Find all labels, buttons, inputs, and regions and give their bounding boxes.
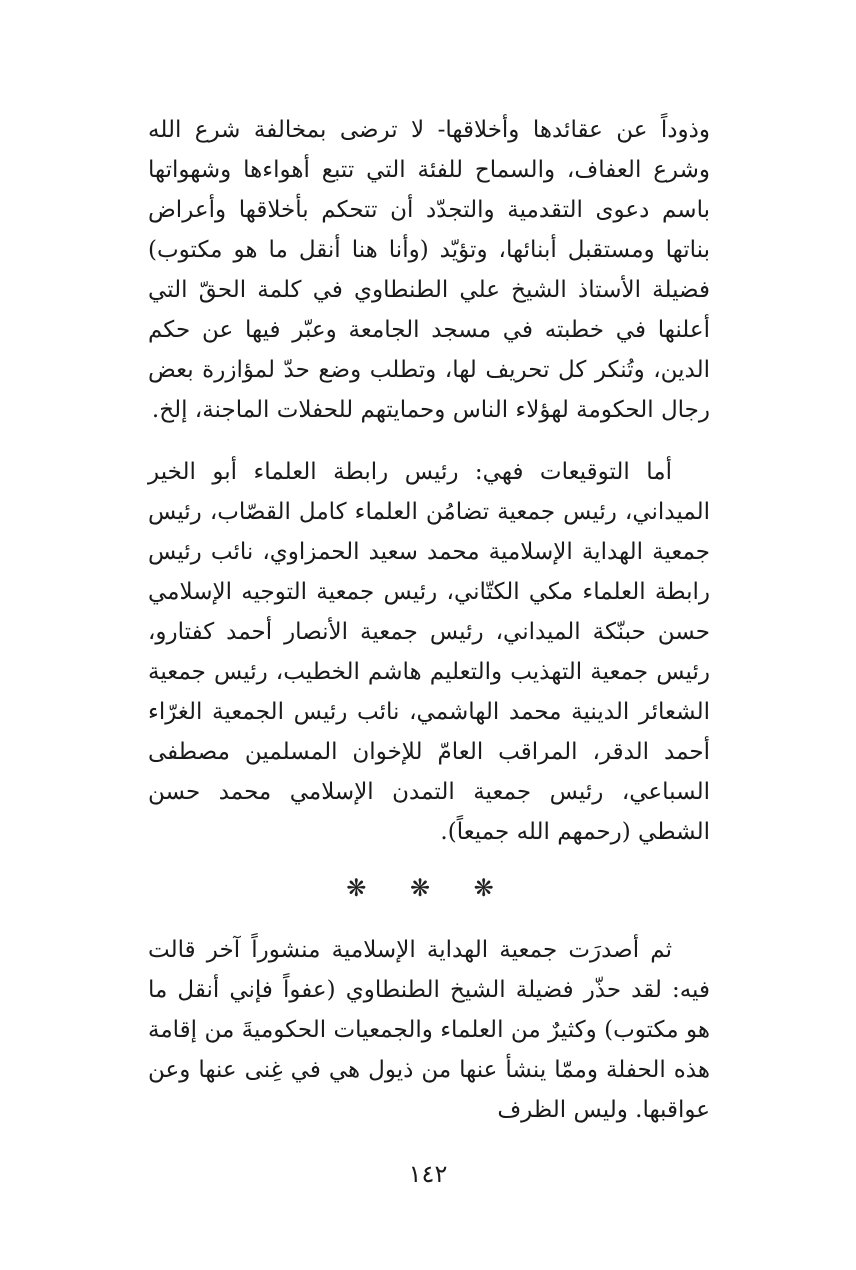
paragraph-3: ثم أصدرَت جمعية الهداية الإسلامية منشوراً آخر قالت فيه: لقد حذّر فضيلة الشيخ الطنطاوي (عفواً فإني أنقل ما هو مكتوب) وكثيرٌ من العلماء والجمعيات الحكوميةَ من إقامة هذه الحفلة وممّا ينشأ عنها من ذيول هي في غِنى عنها وعن عواقبها. وليس الظرف bbox=[148, 937, 710, 1123]
section-separator: ❋ ❋ ❋ bbox=[346, 874, 512, 902]
paragraph-1: وذوداً عن عقائدها وأخلاقها- لا ترضى بمخالفة شرع الله وشرع العفاف، والسماح للفئة التي تتبع أهواءها وشهواتها باسم دعوى التقدمية والتجدّد أن تتحكم بأخلاقها وأعراض بناتها ومستقبل أبنائها، وتؤيّد (وأنا هنا أنقل ما هو مكتوب) فضيلة الأستاذ الشيخ علي الطنطاوي في كلمة الحقّ التي أعلنها في خطبته في مسجد الجامعة وعبّر فيها عن حكم الدين، وتُنكر كل تحريف لها، وتطلب وضع حدّ لمؤازرة بعض رجال الحكومة لهؤلاء الناس وحمايتهم للحفلات الماجنة، إلخ. bbox=[148, 117, 710, 423]
page-number: ١٤٢ bbox=[408, 1160, 448, 1188]
page-body bbox=[148, 110, 710, 1130]
paragraph-2: أما التوقيعات فهي: رئيس رابطة العلماء أبو الخير الميداني، رئيس جمعية تضامُن العلماء كامل القصّاب، رئيس جمعية الهداية الإسلامية محمد سعيد الحمزاوي، نائب رئيس رابطة العلماء مكي الكتّاني، رئيس جمعية التوجيه الإسلامي حسن حبنّكة الميداني، رئيس جمعية الأنصار أحمد كفتارو، رئيس جمعية التهذيب والتعليم هاشم الخطيب، رئيس جمعية الشعائر الدينية محمد الهاشمي، نائب رئيس الجمعية الغرّاء أحمد الدقر، المراقب العامّ للإخوان المسلمين مصطفى السباعي، رئيس جمعية التمدن الإسلامي محمد حسن الشطي (رحمهم الله جميعاً). bbox=[148, 459, 710, 845]
